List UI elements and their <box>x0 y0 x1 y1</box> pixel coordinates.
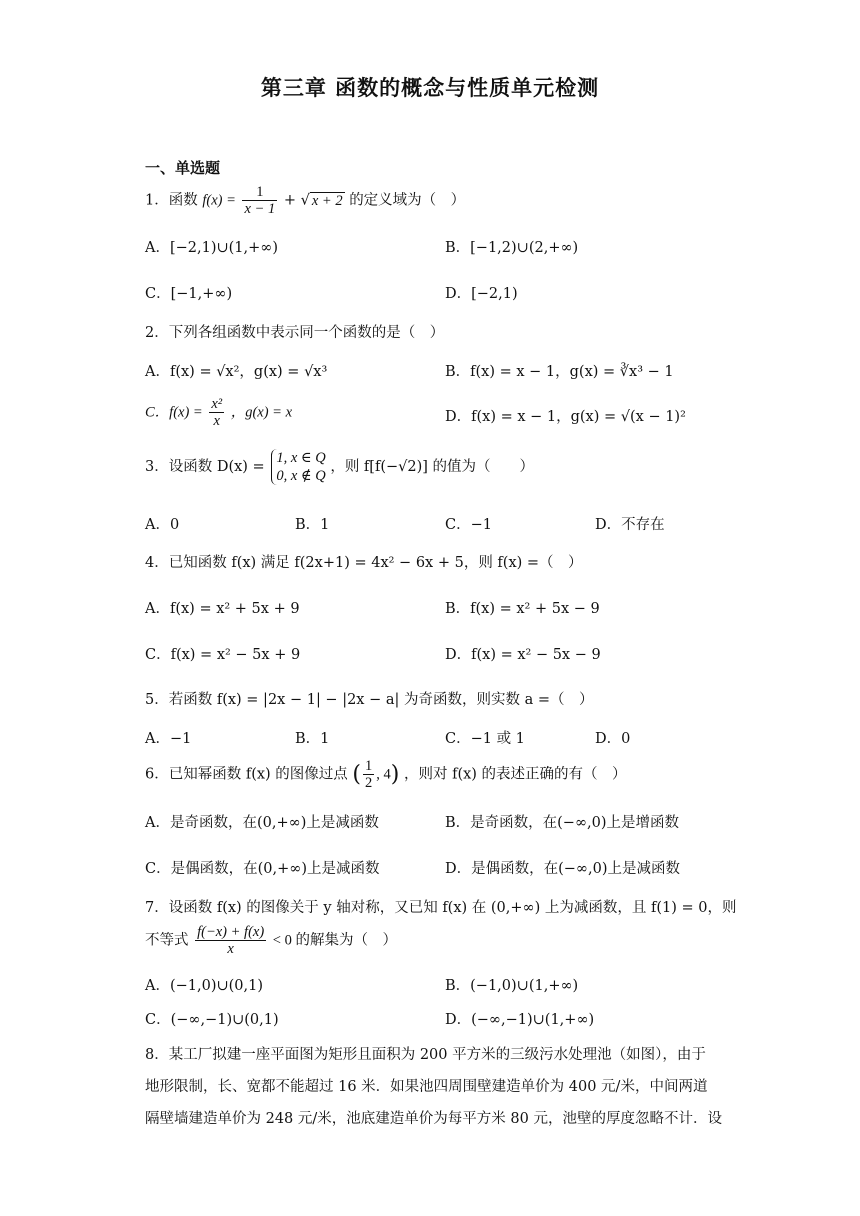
q5-option-b[interactable]: B．1 <box>295 731 330 747</box>
q1-option-d[interactable]: D．[−2,1) <box>445 286 518 302</box>
q3-case-2: 0, x ∉ Q <box>276 468 326 484</box>
q7-line2-prefix: 不等式 <box>145 932 189 949</box>
q4-option-a[interactable]: A．f(x) = x² + 5x + 9 <box>145 601 300 617</box>
q1-denominator: x − 1 <box>244 201 276 217</box>
question-7-stem-line-2 <box>145 924 397 957</box>
question-4-stem: 4．已知函数 f(x) 满足 f(2x+1) = 4x² − 6x + 5，则 f(x) =（ ） <box>145 555 583 571</box>
q1-option-c[interactable]: C．[−1,+∞) <box>145 286 233 302</box>
q6-option-c[interactable]: C．是偶函数，在(0,+∞)上是减函数 <box>145 861 380 877</box>
q2-c-suffix: ，g(x) = x <box>230 404 293 421</box>
question-2-stem: 2．下列各组函数中表示同一个函数的是（ ） <box>145 325 445 341</box>
q7-option-c[interactable]: C．(−∞,−1)∪(0,1) <box>145 1012 279 1028</box>
q7-option-d[interactable]: D．(−∞,−1)∪(1,+∞) <box>445 1012 595 1028</box>
q4-option-b[interactable]: B．f(x) = x² + 5x − 9 <box>445 601 600 617</box>
q7-option-b[interactable]: B．(−1,0)∪(1,+∞) <box>445 978 579 994</box>
question-7-stem-line-1: 7．设函数 f(x) 的图像关于 y 轴对称，又已知 f(x) 在 (0,+∞) 上为减函数，且 f(1) = 0，则 <box>145 900 737 916</box>
question-3-stem <box>145 449 534 485</box>
q1-option-a[interactable]: A．[−2,1)∪(1,+∞) <box>145 240 279 256</box>
q3-option-d[interactable]: D．不存在 <box>595 517 665 533</box>
q7-line2-suffix: < 0 的解集为（ ） <box>272 932 397 949</box>
q6-point-numerator: 1 <box>365 758 373 774</box>
q2-option-d[interactable]: D．f(x) = x − 1，g(x) = √(x − 1)² <box>445 409 686 425</box>
q1-numerator: 1 <box>242 184 277 201</box>
q6-stem-suffix: ，则对 f(x) 的表述正确的有（ ） <box>403 766 627 783</box>
q1-sqrt-body: x + 2 <box>311 192 343 209</box>
q3-option-c[interactable]: C．−1 <box>445 517 492 533</box>
q1-plus: + <box>283 192 296 209</box>
page-title: 第三章 函数的概念与性质单元检测 <box>260 76 600 100</box>
q2-c-denominator: x <box>213 413 220 429</box>
q1-fraction <box>242 184 277 217</box>
q6-point-fraction <box>363 758 374 791</box>
q7-option-a[interactable]: A．(−1,0)∪(0,1) <box>145 978 264 994</box>
q7-denominator: x <box>227 941 234 957</box>
q3-stem-prefix: 3．设函数 D(x) = <box>145 459 265 475</box>
question-8-line-1: 8．某工厂拟建一座平面图为矩形且面积为 200 平方米的三级污水处理池（如图），由于 <box>145 1047 706 1063</box>
q1-option-b[interactable]: B．[−1,2)∪(2,+∞) <box>445 240 579 256</box>
q6-point-y: , 4 <box>376 766 391 783</box>
question-5-stem: 5．若函数 f(x) = |2x − 1| − |2x − a| 为奇函数，则实数 a =（ ） <box>145 692 594 708</box>
left-paren-icon: ( <box>352 762 362 787</box>
q3-stem-suffix: ，则 f[f(−√2)] 的值为（ ） <box>330 459 535 475</box>
q6-option-d[interactable]: D．是偶函数，在(−∞,0)上是减函数 <box>445 861 681 877</box>
q2-option-c[interactable] <box>145 396 292 429</box>
q4-option-c[interactable]: C．f(x) = x² − 5x + 9 <box>145 647 301 663</box>
question-8-line-3: 隔壁墙建造单价为 248 元/米，池底建造单价为每平方米 80 元，池壁的厚度忽略不计．设 <box>145 1111 722 1127</box>
q5-option-a[interactable]: A．−1 <box>145 731 192 747</box>
q1-stem-suffix: 的定义域为（ ） <box>349 192 466 209</box>
right-paren-icon: ) <box>390 762 400 787</box>
q1-function: f(x) = <box>202 192 236 209</box>
question-1-stem <box>145 184 465 217</box>
question-6-stem <box>145 758 627 791</box>
q2-c-prefix: C．f(x) = <box>145 404 203 421</box>
q2-c-fraction <box>209 396 224 429</box>
q3-option-a[interactable]: A．0 <box>145 517 180 533</box>
q6-stem-prefix: 6．已知幂函数 f(x) 的图像过点 <box>145 766 348 783</box>
q3-case-1: 1, x ∈ Q <box>276 450 326 466</box>
question-8-line-2: 地形限制，长、宽都不能超过 16 米．如果池四周围壁建造单价为 400 元/米，中间两道 <box>145 1079 708 1095</box>
q3-piecewise <box>271 449 325 485</box>
q6-option-a[interactable]: A．是奇函数，在(0,+∞)上是减函数 <box>145 815 379 831</box>
q6-option-b[interactable]: B．是奇函数，在(−∞,0)上是增函数 <box>445 815 680 831</box>
q4-option-d[interactable]: D．f(x) = x² − 5x − 9 <box>445 647 601 663</box>
section-heading: 一、单选题 <box>145 159 221 177</box>
q1-stem-prefix: 1．函数 <box>145 192 198 209</box>
q5-option-c[interactable]: C．−1 或 1 <box>445 731 525 747</box>
q7-fraction <box>195 924 266 957</box>
q2-option-b[interactable]: B．f(x) = x − 1，g(x) = ∛x³ − 1 <box>445 364 674 380</box>
q3-option-b[interactable]: B．1 <box>295 517 330 533</box>
q2-c-numerator: x² <box>211 396 223 412</box>
q7-numerator: f(−x) + f(x) <box>197 924 265 940</box>
q2-option-a[interactable]: A．f(x) = √x²，g(x) = √x³ <box>145 364 328 380</box>
q6-point-denominator: 2 <box>365 775 373 791</box>
sqrt-icon: √ <box>300 192 310 209</box>
q5-option-d[interactable]: D．0 <box>595 731 631 747</box>
